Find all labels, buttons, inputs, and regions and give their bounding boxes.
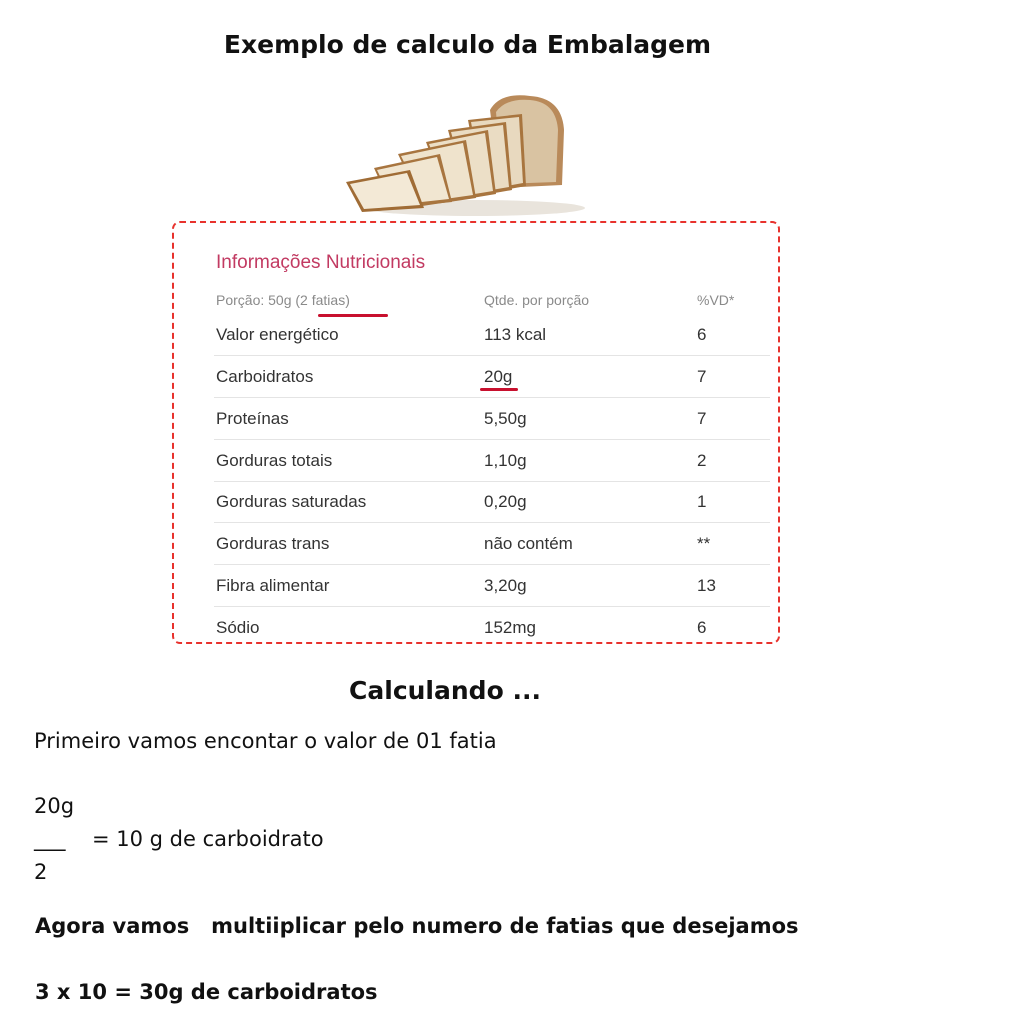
nutrient-label: Carboidratos: [216, 367, 314, 386]
page-title: Exemplo de calculo da Embalagem: [223, 30, 712, 59]
fraction-bar: ___: [34, 827, 66, 851]
row-divider: [214, 564, 770, 565]
nutrient-qty: 113 kcal: [484, 325, 547, 344]
row-divider: [214, 439, 770, 440]
nutrient-vd: 7: [697, 367, 707, 386]
nutrient-label: Gorduras trans: [216, 534, 330, 553]
fraction-result: = 10 g de carboidrato: [92, 827, 324, 851]
nutrient-vd: 1: [697, 492, 707, 511]
nutrient-qty: 3,20g: [484, 576, 527, 595]
nutrient-vd: 2: [697, 451, 707, 470]
nutrient-vd: 6: [697, 325, 707, 344]
row-divider: [214, 397, 770, 398]
nutrient-vd: **: [697, 534, 711, 553]
nutrient-qty: 0,20g: [484, 492, 527, 511]
result-text: 3 x 10 = 30g de carboidratos: [35, 980, 378, 1004]
nutrient-qty: 1,10g: [484, 451, 527, 470]
nutrient-vd: 13: [697, 576, 716, 595]
nutrient-qty: 5,50g: [484, 409, 527, 428]
row-divider: [214, 355, 770, 356]
portion-prefix: Porção: 50g: [216, 292, 292, 308]
nutrient-qty: não contém: [484, 534, 573, 553]
nutrient-qty: 152mg: [484, 618, 536, 637]
nutrient-label: Valor energético: [216, 325, 339, 344]
nutrient-vd: 6: [697, 618, 707, 637]
step-two-text: Agora vamos multiiplicar pelo numero de fatias que desejamos: [35, 914, 799, 938]
row-divider: [214, 522, 770, 523]
portion-slices: (2 fatias): [295, 292, 350, 308]
nutrient-label: Gorduras totais: [216, 451, 333, 470]
bread-image: [340, 90, 600, 220]
calculation-title: Calculando ...: [349, 676, 541, 705]
nutrient-label: Sódio: [216, 618, 260, 637]
row-divider: [214, 481, 770, 482]
nutrient-label: Fibra alimentar: [216, 576, 330, 595]
step-one-text: Primeiro vamos encontar o valor de 01 fatia: [34, 729, 497, 753]
nutrient-vd: 7: [697, 409, 707, 428]
portion-underline: [318, 314, 388, 317]
nutrient-qty: 20g: [484, 367, 513, 386]
nutrient-label: Gorduras saturadas: [216, 492, 367, 511]
column-header-vd: %VD*: [697, 292, 735, 308]
carb-underline: [480, 388, 518, 391]
row-divider: [214, 606, 770, 607]
fraction-denominator: 2: [34, 860, 48, 884]
portion-label: [216, 292, 350, 308]
nutrition-heading: Informações Nutricionais: [216, 252, 426, 273]
fraction-numerator: 20g: [34, 794, 75, 818]
column-header-qty: Qtde. por porção: [484, 292, 590, 308]
nutrient-label: Proteínas: [216, 409, 289, 428]
